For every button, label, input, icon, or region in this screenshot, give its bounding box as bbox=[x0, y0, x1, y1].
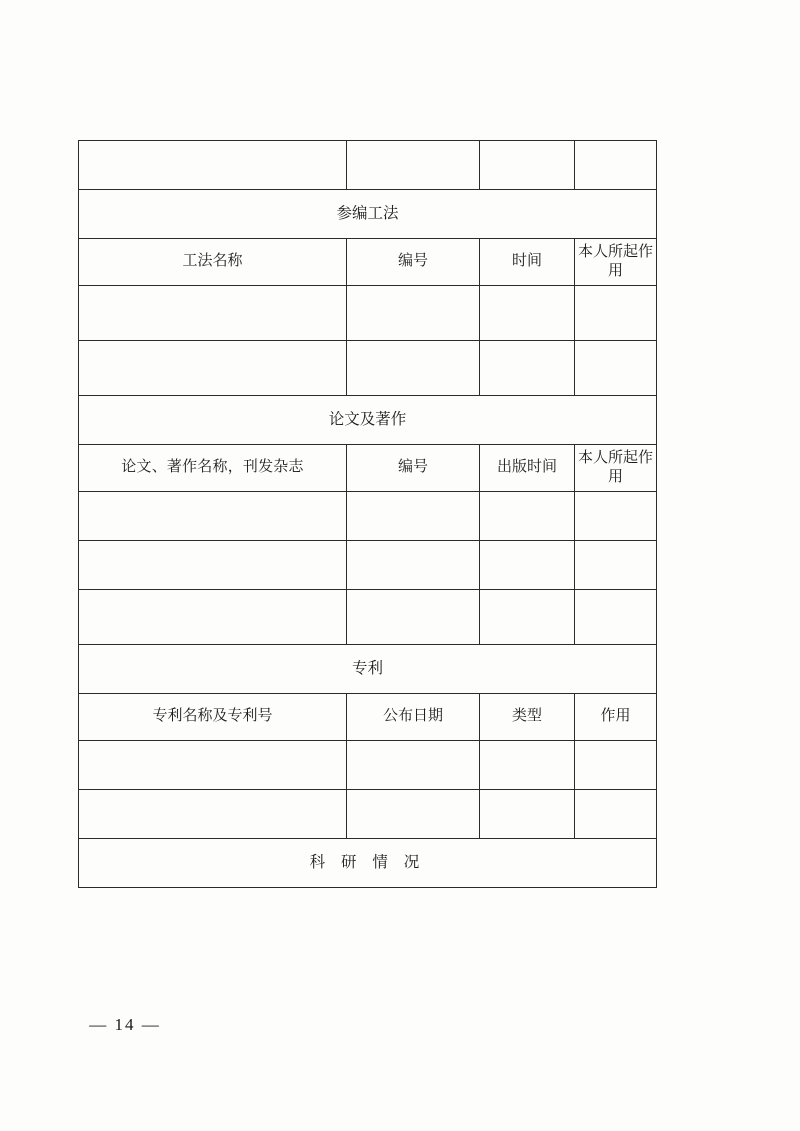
table-row bbox=[79, 541, 657, 590]
cell-blank[interactable] bbox=[79, 141, 347, 190]
table-row bbox=[79, 839, 657, 888]
cell-blank[interactable] bbox=[480, 141, 575, 190]
cell-blank[interactable] bbox=[575, 790, 657, 839]
column-header-publish-time: 出版时间 bbox=[480, 445, 575, 492]
cell-blank[interactable] bbox=[575, 541, 657, 590]
qualification-form-table bbox=[78, 140, 657, 888]
column-header-method-time: 时间 bbox=[480, 239, 575, 286]
cell-blank[interactable] bbox=[480, 741, 575, 790]
section-title-patents: 专利 bbox=[79, 645, 657, 694]
table-row bbox=[79, 645, 657, 694]
cell-blank[interactable] bbox=[480, 790, 575, 839]
page-number: — 14 — bbox=[89, 1015, 161, 1034]
column-header-method-name: 工法名称 bbox=[79, 239, 347, 286]
cell-blank[interactable] bbox=[79, 790, 347, 839]
cell-blank[interactable] bbox=[480, 541, 575, 590]
table-row bbox=[79, 396, 657, 445]
cell-blank[interactable] bbox=[480, 286, 575, 341]
column-header-paper-role: 本人所起作用 bbox=[575, 445, 657, 492]
column-header-method-role: 本人所起作用 bbox=[575, 239, 657, 286]
cell-blank[interactable] bbox=[575, 341, 657, 396]
table-row bbox=[79, 190, 657, 239]
form-sheet bbox=[78, 140, 656, 888]
column-header-paper-number: 编号 bbox=[347, 445, 480, 492]
cell-blank[interactable] bbox=[347, 286, 480, 341]
cell-blank[interactable] bbox=[347, 492, 480, 541]
table-row bbox=[79, 790, 657, 839]
column-header-patent-type: 类型 bbox=[480, 694, 575, 741]
column-header-patent-role: 作用 bbox=[575, 694, 657, 741]
cell-blank[interactable] bbox=[480, 492, 575, 541]
column-header-patent-date: 公布日期 bbox=[347, 694, 480, 741]
column-header-patent-name: 专利名称及专利号 bbox=[79, 694, 347, 741]
cell-blank[interactable] bbox=[575, 741, 657, 790]
cell-blank[interactable] bbox=[575, 141, 657, 190]
table-row bbox=[79, 341, 657, 396]
table-row bbox=[79, 286, 657, 341]
cell-blank[interactable] bbox=[480, 590, 575, 645]
cell-blank[interactable] bbox=[79, 741, 347, 790]
cell-blank[interactable] bbox=[347, 541, 480, 590]
cell-blank[interactable] bbox=[79, 341, 347, 396]
section-title-contributed-method: 参编工法 bbox=[79, 190, 657, 239]
cell-blank[interactable] bbox=[79, 541, 347, 590]
cell-blank[interactable] bbox=[347, 590, 480, 645]
table-row bbox=[79, 445, 657, 492]
column-header-paper-name: 论文、著作名称，刊发杂志 bbox=[79, 445, 347, 492]
cell-blank[interactable] bbox=[79, 286, 347, 341]
table-row bbox=[79, 694, 657, 741]
table-row bbox=[79, 239, 657, 286]
table-row bbox=[79, 590, 657, 645]
cell-blank[interactable] bbox=[575, 286, 657, 341]
table-row bbox=[79, 492, 657, 541]
cell-blank[interactable] bbox=[347, 341, 480, 396]
cell-blank[interactable] bbox=[79, 492, 347, 541]
section-title-papers-and-books: 论文及著作 bbox=[79, 396, 657, 445]
section-title-research-status: 科 研 情 况 bbox=[79, 839, 657, 888]
table-row bbox=[79, 741, 657, 790]
cell-blank[interactable] bbox=[347, 141, 480, 190]
cell-blank[interactable] bbox=[575, 492, 657, 541]
cell-blank[interactable] bbox=[347, 741, 480, 790]
table-row bbox=[79, 141, 657, 190]
cell-blank[interactable] bbox=[480, 341, 575, 396]
cell-blank[interactable] bbox=[347, 790, 480, 839]
cell-blank[interactable] bbox=[575, 590, 657, 645]
column-header-method-number: 编号 bbox=[347, 239, 480, 286]
cell-blank[interactable] bbox=[79, 590, 347, 645]
